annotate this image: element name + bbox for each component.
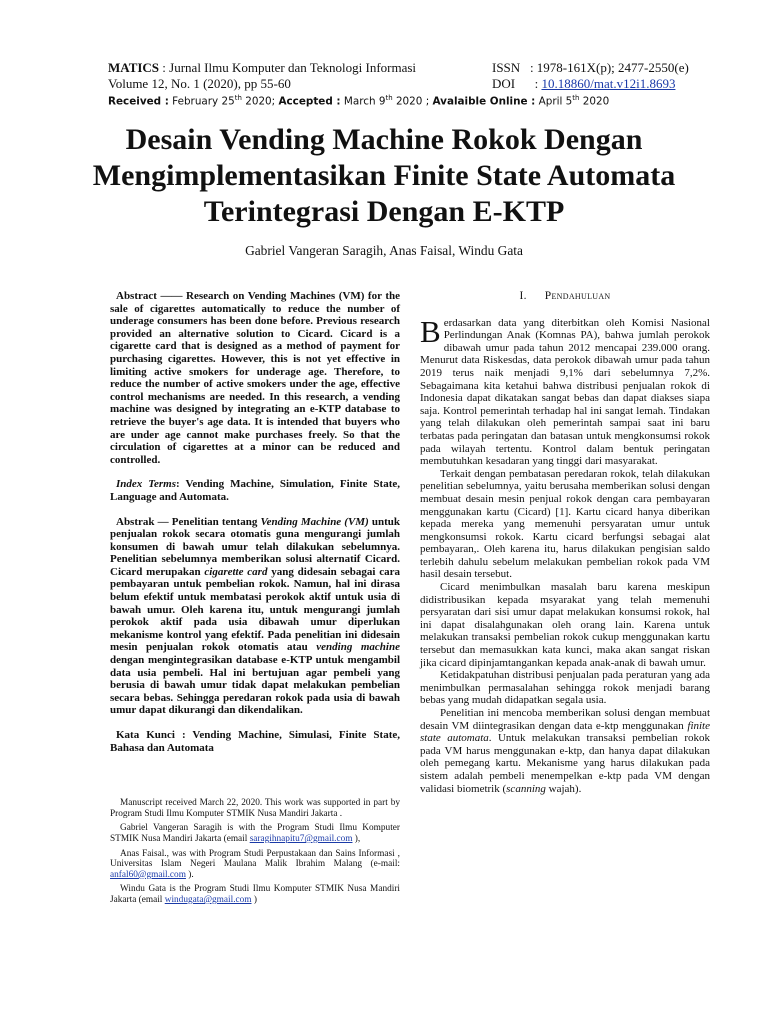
intro-paragraph-1: Berdasarkan data yang diterbitkan oleh Komisi Nasional Perlindungan Anak (Komnas PA), bahwa jumlah perokok dibawah umur pada tahun 2012 mencapai 239.000 orang. Menurut data Riskesdas, data perokok dibawah umur pada tahun 2019 terus naik menjadi 9,1% dari sebelumnya 7,2%. Sebagaimana kita ketahui bahwa distribusi penjualan rokok di Indonesia dapat dikatakan sangat bebas dan dapat diakses siapa saja. Kontrol pemerintah terhadap hal ini sangat lemah. Tindakan yang telah dilakukan oleh pemerintah sampai saat ini baru terbatas pada peringatan dan batasan untuk mengkonsumsi rokok pada wilayah tertentu. Kontrol dalam bentuk peringatan membutuhkan kesadaran yang tinggi dari masyarakat.	[420, 313, 710, 468]
volume-info: Volume 12, No. 1 (2020), pp 55-60	[108, 76, 291, 91]
issn-value: : 1978-161X(p); 2477-2550(e)	[529, 60, 689, 75]
email-link-saragih[interactable]: saragihnapitu7@gmail.com	[249, 833, 353, 844]
index-terms: Index Terms: Vending Machine, Simulation, Finite State, Language and Automata.	[110, 478, 400, 503]
manuscript-note: Manuscript received March 22, 2020. This work was supported in part by Program Studi Ilmu Komputer STMIK Nusa Mandiri Jakarta .	[110, 798, 400, 819]
author-note-faisal: Anas Faisal., was with Program Studi Perpustakaan dan Sains Informasi , Universitas Islam Negeri Maulana Malik Ibrahim Malang (e-mail: anfal60@gmail.com ).	[110, 848, 400, 880]
paper-title: Desain Vending Machine Rokok Dengan Mengimplementasikan Finite State Automata Terintegrasi Dengan E-KTP	[92, 123, 676, 228]
kata-kunci: Kata Kunci : Vending Machine, Simulasi, Finite State, Bahasa dan Automata	[110, 729, 400, 754]
intro-paragraph-3: Cicard menimbulkan masalah baru karena meskipun didistribusikan kepada msyarakat yang telah memenuhi persyaratan dari sisi umur dapat melakukan konsumsi rokok, hal ini dapat disalahgunakan oleh orang lain. Karena untuk melakukan transaksi pembelian rokok cukup menggunakan kartu tersebut dan memasukkan kata kunci, maka akan sangat riskan jika cicard dipinjamtangankan kepada anak-anak di bawah umur.	[420, 581, 710, 669]
author-note-saragih: Gabriel Vangeran Saragih is with the Program Studi Ilmu Komputer STMIK Nusa Mandiri Jakarta (email saragihnapitu7@gmail.com ),	[110, 823, 400, 844]
email-link-gata[interactable]: windugata@gmail.com	[164, 894, 252, 905]
abstract-indonesian: Abstrak — Penelitian tentang Vending Machine (VM) untuk penjualan rokok secara otomatis guna mengurangi jumlah konsumen di bawah umur telah dilakukan sebelumnya. Penelitian sebelumnya memberikan solusi alternatif Cicard. Cicard merupakan cigarette card yang didesain sebagai cara pembayaran untuk pembelian rokok. Namun, hal ini dirasa belum efektif untuk membatasi perokok aktif untuk usia di bawah umur. Oleh karena itu, untuk mengurangi jumlah perokok aktif pada usia dibawah umur diperlukan mekanisme kontrol yang efektif. Pada penelitian ini didesain mesin penjualan rokok otomatis atau vending machine dengan mengintegrasikan database e-KTP untuk mengambil data usia pembeli. Hal ini bertujuan agar pembeli yang berusia di bawah umur tidak dapat melakukan pembelian secara bebas. Sehingga peredaran rokok pada usia di bawah umur dapat dikurangi dan dikendalikan.	[110, 515, 400, 717]
journal-name: MATICS	[108, 60, 160, 75]
journal-full-name: : Jurnal Ilmu Komputer dan Teknologi Informasi	[159, 60, 417, 75]
right-column	[420, 290, 710, 795]
author-note-gata: Windu Gata is the Program Studi Ilmu Komputer STMIK Nusa Mandiri Jakarta (email windugata@gmail.com )	[110, 884, 400, 905]
issn-label: ISSN	[492, 60, 521, 75]
doi-label: DOI	[492, 76, 516, 91]
email-link-faisal[interactable]: anfal60@gmail.com	[110, 869, 186, 880]
publication-dates: Received : February 25th 2020; Accepted : March 9th 2020 ; Avalaible Online : April 5th 2020	[108, 94, 610, 108]
author-list: Gabriel Vangeran Saragih, Anas Faisal, Windu Gata	[245, 243, 523, 258]
intro-paragraph-4: Ketidakpatuhan distribusi penjualan pada peraturan yang ada menimbulkan permasalahan sehingga rokok menjadi barang bebas yang mudah didapatkan segala usia.	[420, 669, 710, 707]
drop-cap: B	[420, 313, 441, 349]
introduction-body	[420, 313, 710, 796]
author-footnotes	[110, 798, 400, 905]
journal-header: MATICS : Jurnal Ilmu Komputer dan Teknologi Informasi ISSN : 1978-161X(p); 2477-2550(e) Volume 12, No. 1 (2020), pp 55-60 DOI : 10.18860/mat.v12i1.8693	[108, 60, 689, 91]
intro-paragraph-5: Penelitian ini mencoba memberikan solusi dengan membuat desain VM diintegrasikan dengan data e-ktp menggunakan finite state automata. Untuk melakukan transaksi pembelian rokok pada VM harus menggunakan e-ktp, dan hanya dapat dilakukan oleh pemegang kartu. Mekanisme yang harus dilakukan pada sistem adalah pembeli menempelkan e-ktp pada VM dengan validasi biometrik (scanning wajah).	[420, 707, 710, 795]
left-column	[110, 290, 400, 910]
intro-paragraph-2: Terkait dengan pembatasan peredaran rokok, telah dilakukan penelitian sebelumnya, yaitu berusaha memberikan solusi dengan membuat desain mesin penjual rokok dengan cara pembayaran menggunakan kartu (Cicard) [1]. Kartu cicard hanya diberikan kepada mereka yang memenuhi persyaratan umur untuk mengkonsumsi rokok. Kartu cicard berfungsi sebagai alat pembayaran,. Oleh karena itu, harus dilakukan pengisian saldo terlebih dahulu sebelum melakukan pembelian rokok pada VM hasil desain tersebut.	[420, 467, 710, 581]
section-heading: I. Pendahuluan	[519, 290, 611, 302]
doi-link[interactable]: 10.18860/mat.v12i1.8693	[541, 76, 676, 91]
abstract-english: Abstract —— Research on Vending Machines (VM) for the sale of cigarettes automatically to reduce the number of underage consumers has been done before. Previous research provided an alternative solution to Cicard. Cicard is a cigarette card that is designed as a method of payment for purchasing cigarettes. However, this is not yet effective in limiting active smokers for underage age. Therefore, to reduce the number of active smokers under the age, effective control mechanisms are needed. In this research, a vending machine was designed by integrating an e-KTP database to retrieve the buyer's age data. It is intended that buyers who are under age cannot make purchases freely. So that the circulation of cigarettes at a minor can be reduced and controlled.	[110, 290, 400, 466]
